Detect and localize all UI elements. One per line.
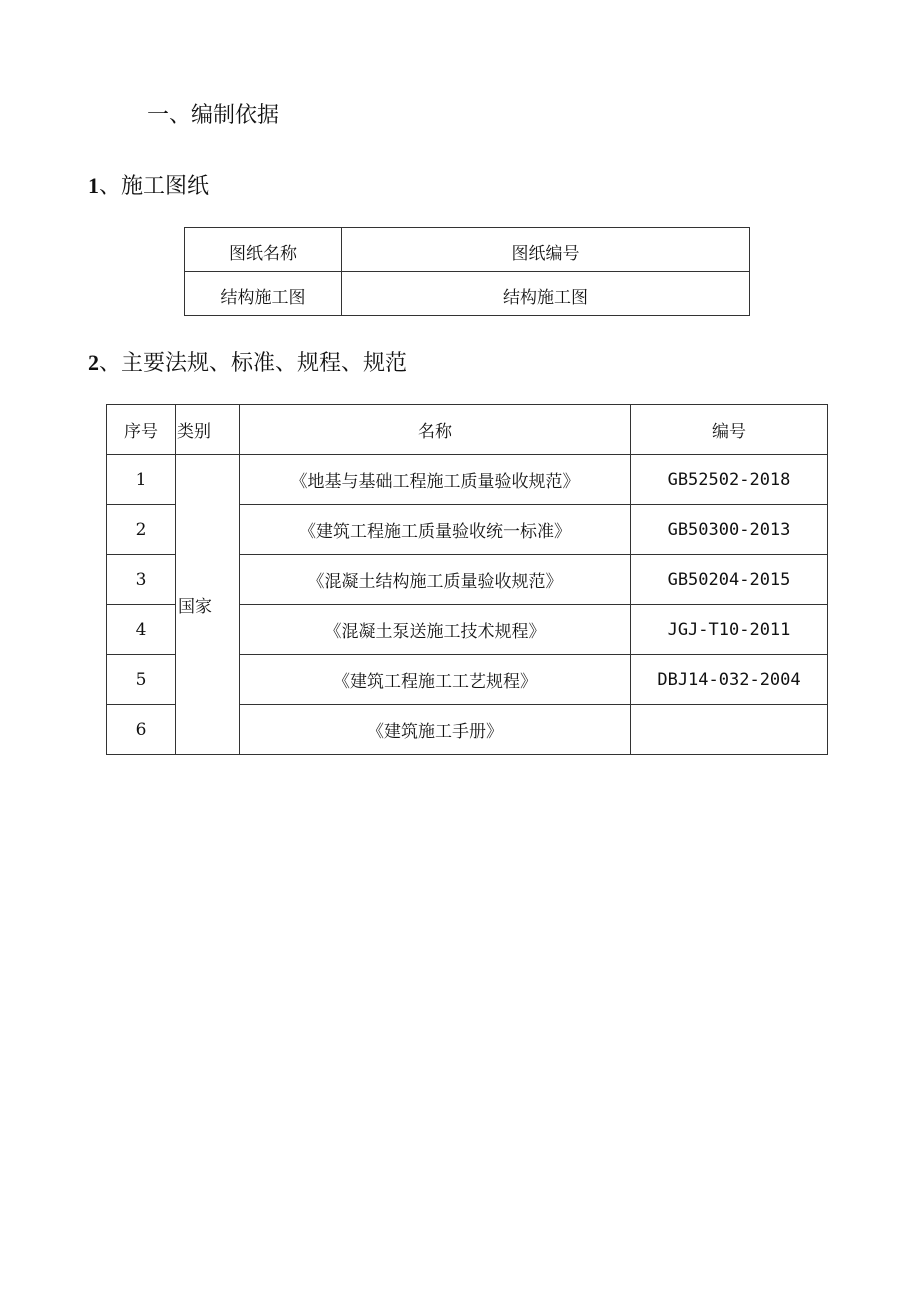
cell-no: 3 xyxy=(107,555,176,605)
cell-code: DBJ14-032-2004 xyxy=(631,655,828,705)
cell-code: GB50300-2013 xyxy=(631,505,828,555)
regulations-table xyxy=(106,404,828,755)
cell-code: GB52502-2018 xyxy=(631,455,828,505)
cell-name: 《建筑施工手册》 xyxy=(240,705,631,755)
cell-drawing-name: 结构施工图 xyxy=(185,272,342,316)
cell-code: JGJ-T10-2011 xyxy=(631,605,828,655)
cell-no: 4 xyxy=(107,605,176,655)
cell-name: 《地基与基础工程施工质量验收规范》 xyxy=(240,455,631,505)
cell-code: GB50204-2015 xyxy=(631,555,828,605)
cell-code xyxy=(631,705,828,755)
cell-drawing-number: 结构施工图 xyxy=(342,272,750,316)
header-cell-drawing-number: 图纸编号 xyxy=(342,228,750,272)
section-title: 、主要法规、标准、规程、规范 xyxy=(99,351,408,376)
header-cell-no: 序号 xyxy=(107,405,176,455)
cell-name: 《建筑工程施工质量验收统一标准》 xyxy=(240,505,631,555)
section-title: 、施工图纸 xyxy=(99,174,210,199)
cell-no: 2 xyxy=(107,505,176,555)
header-cell-drawing-name: 图纸名称 xyxy=(185,228,342,272)
section-heading-drawings xyxy=(88,168,209,205)
section-heading-regulations xyxy=(88,345,407,382)
cell-category: 国家 xyxy=(176,455,240,755)
cell-name: 《建筑工程施工工艺规程》 xyxy=(240,655,631,705)
table-header-row xyxy=(107,405,828,455)
header-cell-category: 类别 xyxy=(176,405,240,455)
section-number: 2 xyxy=(88,350,99,375)
table-row xyxy=(185,272,750,316)
cell-name: 《混凝土泵送施工技术规程》 xyxy=(240,605,631,655)
table-header-row xyxy=(185,228,750,272)
section-number: 1 xyxy=(88,173,99,198)
main-heading: 一、编制依据 xyxy=(147,103,280,128)
cell-name: 《混凝土结构施工质量验收规范》 xyxy=(240,555,631,605)
cell-no: 5 xyxy=(107,655,176,705)
cell-no: 1 xyxy=(107,455,176,505)
drawings-table xyxy=(184,227,750,316)
cell-no: 6 xyxy=(107,705,176,755)
header-cell-code: 编号 xyxy=(631,405,828,455)
table-row xyxy=(107,455,828,505)
header-cell-name: 名称 xyxy=(240,405,631,455)
